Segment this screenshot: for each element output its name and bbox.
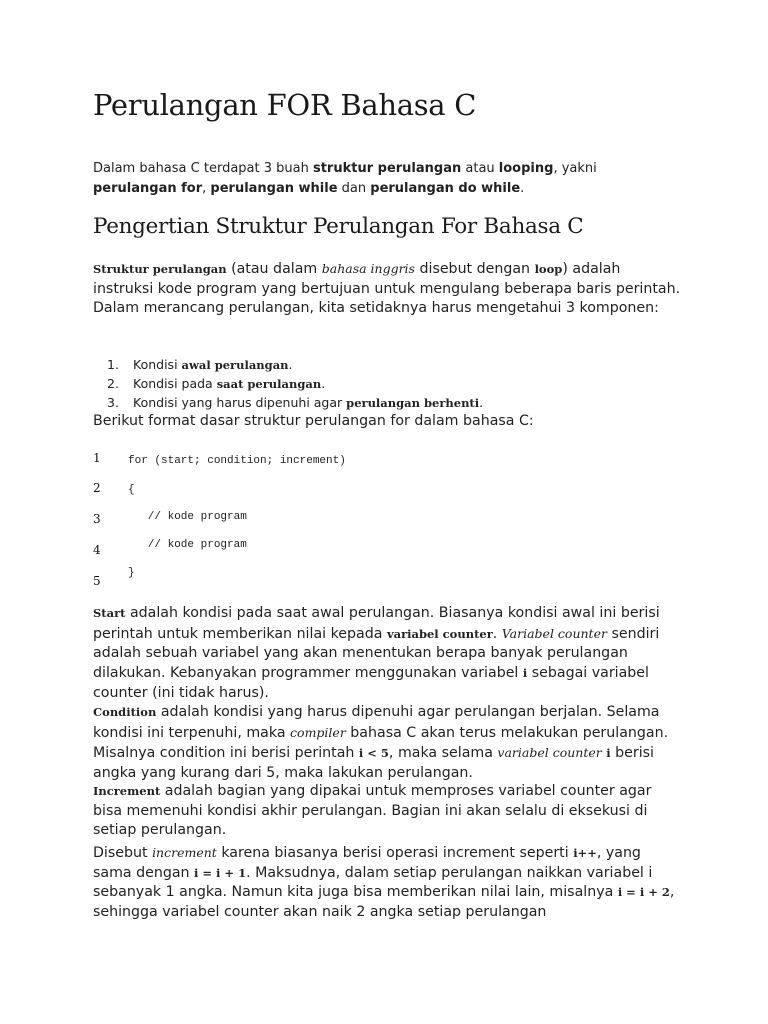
- intro-text: ,: [202, 181, 211, 196]
- code-line: }: [128, 567, 135, 579]
- intro-bold-do-while: perulangan do while: [370, 181, 521, 196]
- term-condition: Condition: [93, 705, 157, 719]
- format-intro: Berikut format dasar struktur perulangan for dalam bahasa C:: [93, 413, 534, 429]
- code-line-number: 4: [93, 543, 101, 557]
- section-heading: Pengertian Struktur Perulangan For Bahasa C: [93, 214, 584, 239]
- code-line-number: 3: [93, 512, 101, 526]
- definition-paragraph: [93, 259, 683, 319]
- code-line-number: 2: [93, 481, 101, 495]
- page-title: Perulangan FOR Bahasa C: [93, 88, 477, 122]
- increment-paragraph: Increment adalah bagian yang dipakai untuk memproses variabel counter agar bisa memenuhi kondisi akhir perulangan. Bagian ini akan selalu di eksekusi di setiap perulangan.: [93, 783, 652, 839]
- components-list: [93, 356, 683, 412]
- intro-text: , yakni: [553, 161, 597, 176]
- definition-bold: Struktur perulangan: [93, 262, 227, 276]
- intro-text: dan: [337, 181, 371, 196]
- definition-text: ) adalah instruksi kode program yang bertujuan untuk mengulang beberapa baris perintah.: [93, 261, 681, 297]
- intro-bold-while: perulangan while: [210, 181, 338, 196]
- list-item: 2. Kondisi pada saat perulangan.: [107, 375, 326, 391]
- code-line-number: 1: [93, 451, 101, 465]
- definition-text: disebut dengan: [414, 261, 535, 277]
- code-line: // kode program: [128, 511, 247, 523]
- intro-text: Dalam bahasa C terdapat 3 buah: [93, 161, 313, 176]
- definition-text: (atau dalam: [226, 261, 322, 277]
- intro-paragraph: [93, 159, 683, 199]
- code-line-number: 5: [93, 574, 101, 588]
- increment-explanation: Disebut increment karena biasanya berisi operasi increment seperti i++, yang sama dengan i = i + 1. Maksudnya, dalam setiap perulangan naikkan variabel i sebanyak 1 angka. Namun kita juga bisa memberikan nilai lain, misalnya i = i + 2, sehingga variabel counter akan naik 2 angka setiap perulangan: [93, 845, 675, 921]
- definition-italic: bahasa inggris: [321, 261, 415, 276]
- intro-text: .: [520, 181, 525, 196]
- components-intro: Dalam merancang perulangan, kita setidaknya harus mengetahui 3 komponen:: [93, 300, 659, 317]
- code-line: // kode program: [128, 539, 247, 551]
- intro-bold-struktur: struktur perulangan: [312, 161, 462, 176]
- definition-bold-loop: loop: [534, 262, 563, 276]
- code-line: {: [128, 484, 135, 496]
- condition-paragraph: Condition adalah kondisi yang harus dipenuhi agar perulangan berjalan. Selama kondisi ini terpenuhi, maka compiler bahasa C akan terus melakukan perulangan. Misalnya condition ini berisi perintah i < 5, maka selama variabel counter i berisi angka yang kurang dari 5, maka lakukan perulangan.: [93, 704, 669, 782]
- code-line: for (start; condition; increment): [128, 455, 346, 467]
- start-paragraph: Start adalah kondisi pada saat awal perulangan. Biasanya kondisi awal ini berisi perintah untuk memberikan nilai kepada variabel counter. Variabel counter sendiri adalah sebuah variabel yang akan menentukan berapa banyak perulangan dilakukan. Kebanyakan programmer menggunakan variabel i sebagai variabel counter (ini tidak harus).: [93, 605, 660, 701]
- intro-text: atau: [461, 161, 499, 176]
- intro-bold-for: perulangan for: [93, 181, 203, 196]
- list-item: 1. Kondisi awal perulangan.: [107, 357, 293, 372]
- term-increment: Increment: [93, 784, 161, 798]
- intro-bold-looping: looping: [498, 161, 554, 176]
- list-item: 3. Kondisi yang harus dipenuhi agar perulangan berhenti.: [107, 394, 484, 410]
- term-start: Start: [93, 606, 126, 620]
